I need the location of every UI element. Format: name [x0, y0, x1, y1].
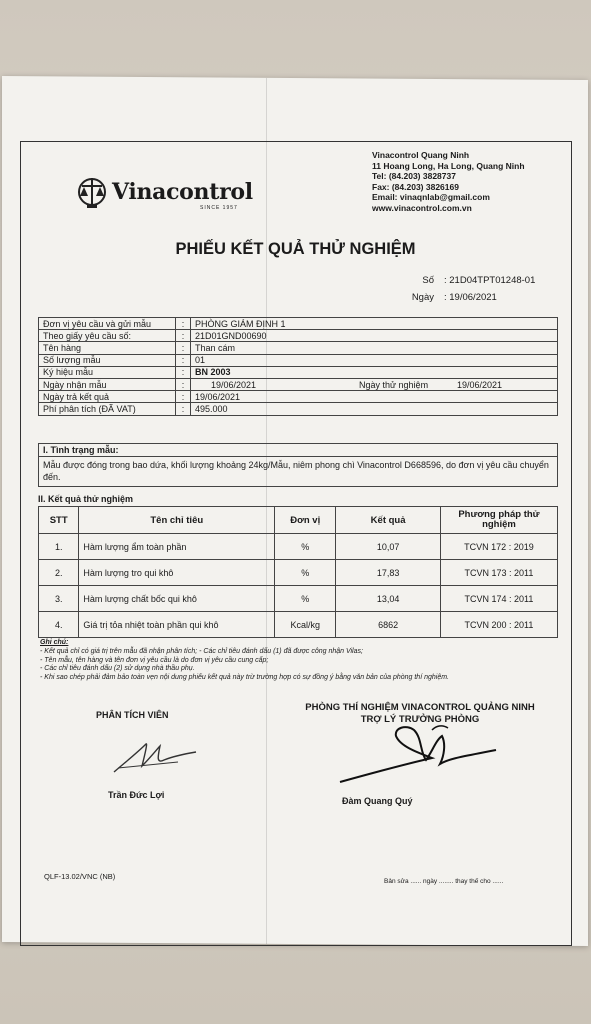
cell-method: TCVN 173 : 2011 — [440, 560, 557, 586]
form-code: QLF-13.02/VNC (NB) — [44, 872, 116, 881]
lab-title: PHÒNG THÍ NGHIỆM VINACONTROL QUẢNG NINH — [305, 702, 535, 713]
edition-line: Bản sửa ...... ngày ........ thay thế cho ...... — [384, 878, 504, 885]
table-header-row — [39, 507, 558, 534]
cell-unit: % — [275, 560, 336, 586]
company-fax: Fax: (84.203) 3826169 — [372, 181, 459, 192]
cell-stt: 4. — [39, 612, 79, 638]
colon: : — [176, 354, 191, 366]
cell-method: TCVN 200 : 2011 — [440, 612, 557, 638]
colon: : — [176, 378, 191, 390]
analyst-title: PHÂN TÍCH VIÊN — [96, 710, 169, 720]
table-row — [39, 391, 558, 403]
goods-label: Tên hàng — [39, 342, 176, 354]
cell-stt: 2. — [39, 560, 79, 586]
cell-method: TCVN 172 : 2019 — [440, 534, 557, 560]
lab-subtitle: TRỢ LÝ TRƯỞNG PHÒNG — [360, 714, 480, 725]
table-row — [39, 534, 558, 560]
col-header-method: Phương pháp thử nghiệm — [440, 507, 557, 534]
fee-label: Phí phân tích (ĐÃ VAT) — [39, 403, 176, 415]
sample-condition-section — [38, 443, 558, 487]
note-line: - Khi sao chép phải đảm bảo toàn vẹn nội dung phiếu kết quả này trừ trường hợp có sự đồng ý bằng văn bản của phòng thí nghiệm. — [40, 674, 449, 682]
cell-stt: 1. — [39, 534, 79, 560]
col-header-result: Kết quả — [336, 507, 441, 534]
received-label: Ngày nhận mẫu — [39, 378, 176, 390]
company-address: 11 Hoang Long, Ha Long, Quang Ninh — [372, 160, 525, 171]
code-value: BN 2003 — [191, 366, 558, 378]
return-label: Ngày trả kết quả — [39, 391, 176, 403]
doc-date-value: : 19/06/2021 — [444, 292, 497, 303]
sample-condition-heading: I. Tình trạng mẫu: — [39, 444, 557, 457]
code-label: Ký hiệu mẫu — [39, 366, 176, 378]
test-results-heading: II. Kết quả thử nghiệm — [38, 494, 134, 504]
cell-unit: % — [275, 534, 336, 560]
sample-condition-text: Mẫu được đóng trong bao dứa, khối lượng khoảng 24kg/Mẫu, niêm phong chì Vinacontrol D668596, do đơn vị yêu cầu chuyển đến. — [43, 460, 549, 482]
colon: : — [176, 342, 191, 354]
note-line: - Các chỉ tiêu đánh dấu (2) sử dụng nhà thầu phụ. — [40, 665, 195, 673]
table-row — [39, 378, 558, 390]
scale-emblem-icon — [76, 174, 108, 210]
table-row — [39, 330, 558, 342]
table-row — [39, 612, 558, 638]
cell-unit: Kcal/kg — [275, 612, 336, 638]
cell-name: Hàm lượng chất bốc qui khô — [79, 586, 275, 612]
received-value: 19/06/2021 — [191, 378, 326, 390]
document-number-block — [390, 272, 535, 306]
doc-no-value: : 21D04TPT01248-01 — [444, 275, 536, 286]
test-date-value: 19/06/2021 — [453, 378, 558, 390]
cell-name: Hàm lượng tro qui khô — [79, 560, 275, 586]
cell-result: 13,04 — [336, 586, 441, 612]
company-website: www.vinacontrol.com.vn — [372, 202, 472, 213]
cell-method: TCVN 174 : 2011 — [440, 586, 557, 612]
note-line: - Kết quả chỉ có giá trị trên mẫu đã nhận phân tích; - Các chỉ tiêu đánh dấu (1) đã được công nhận Vilas; — [40, 647, 363, 655]
company-email: Email: vinaqnlab@gmail.com — [372, 192, 490, 203]
col-header-stt: STT — [39, 507, 79, 534]
cell-unit: % — [275, 586, 336, 612]
qty-value: 01 — [191, 354, 558, 366]
since-label: SINCE 1957 — [200, 205, 238, 211]
note-line: - Tên mẫu, tên hàng và tên đơn vị yêu cầu là do đơn vị yêu cầu cung cấp; — [40, 656, 269, 664]
brand-name: Vinacontrol — [112, 179, 253, 205]
colon: : — [176, 366, 191, 378]
table-row — [39, 560, 558, 586]
fee-value: 495.000 — [191, 403, 558, 415]
notes-title: Ghi chú: — [40, 639, 69, 646]
company-tel: Tel: (84.203) 3828737 — [372, 171, 456, 182]
lab-signature — [336, 722, 506, 788]
cell-result: 17,83 — [336, 560, 441, 586]
request-no-label: Theo giấy yêu cầu số: — [39, 330, 176, 342]
request-no-value: 21D01GND00690 — [191, 330, 558, 342]
table-row — [39, 403, 558, 415]
doc-date-label: Ngày — [411, 292, 434, 303]
table-row — [39, 366, 558, 378]
cell-result: 10,07 — [336, 534, 441, 560]
test-date-label: Ngày thử nghiệm — [325, 378, 453, 390]
cell-name: Hàm lượng ẩm toàn phần — [79, 534, 275, 560]
return-value: 19/06/2021 — [191, 391, 558, 403]
cell-result: 6862 — [336, 612, 441, 638]
goods-value: Than cám — [191, 342, 558, 354]
table-row — [39, 318, 558, 330]
qty-label: Số lượng mẫu — [39, 354, 176, 366]
document-title: PHIẾU KẾT QUẢ THỬ NGHIỆM — [175, 240, 416, 258]
lab-signer-name: Đàm Quang Quý — [342, 796, 413, 806]
table-row — [39, 342, 558, 354]
colon: : — [176, 318, 191, 330]
colon: : — [176, 391, 191, 403]
cell-name: Giá trị tỏa nhiệt toàn phần qui khô — [79, 612, 275, 638]
colon: : — [176, 330, 191, 342]
cell-stt: 3. — [39, 586, 79, 612]
notes-block — [40, 639, 560, 683]
company-info — [372, 150, 525, 214]
company-name: Vinacontrol Quang Ninh — [372, 150, 470, 160]
table-row — [39, 354, 558, 366]
colon: : — [176, 403, 191, 415]
analyst-name: Trần Đức Lợi — [108, 790, 165, 800]
analyst-signature — [108, 738, 200, 778]
doc-no-label: Số — [422, 275, 434, 286]
col-header-name: Tên chỉ tiêu — [79, 507, 275, 534]
test-results-table — [38, 506, 558, 638]
requester-value: PHÒNG GIÁM ĐỊNH 1 — [191, 318, 558, 330]
sample-info-table — [38, 317, 558, 416]
requester-label: Đơn vị yêu cầu và gửi mẫu — [39, 318, 176, 330]
col-header-unit: Đơn vị — [275, 507, 336, 534]
table-row — [39, 586, 558, 612]
